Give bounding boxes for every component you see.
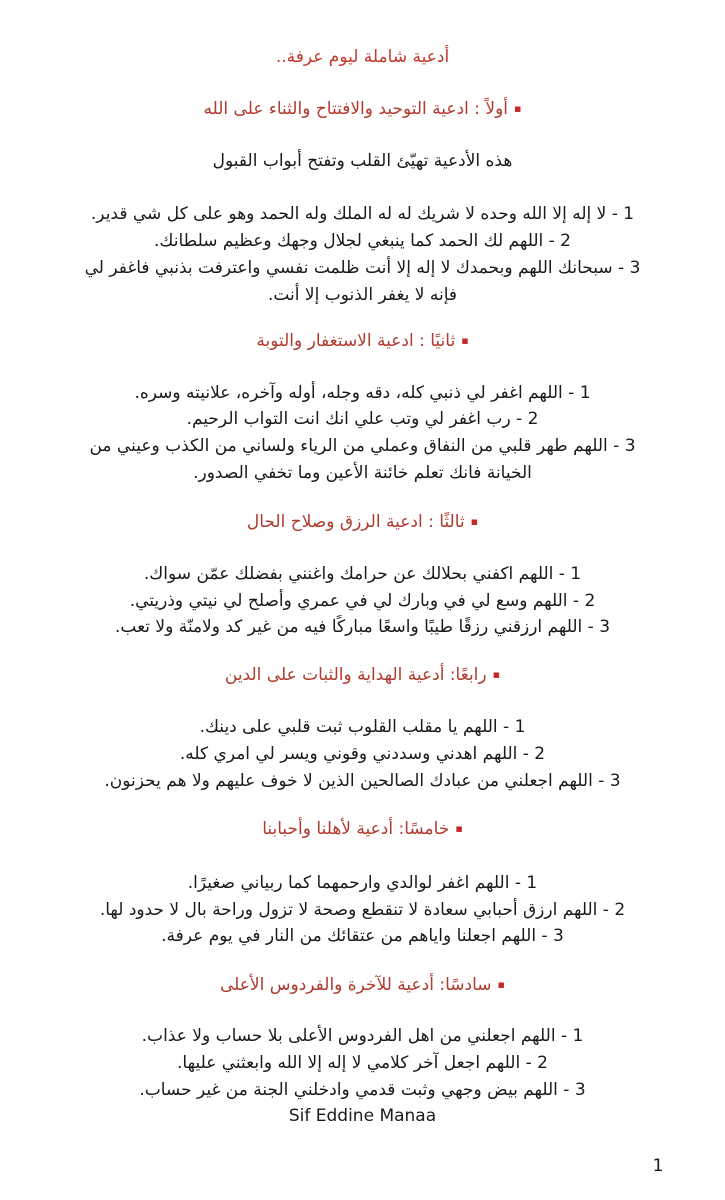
section-heading-text: ثانيًا : ادعية الاستغفار والتوبة	[256, 331, 456, 351]
section-heading	[0, 972, 725, 998]
prayer-line: 3 - اللهم اجعلني من عبادك الصالحين الذين لا خوف عليهم ولا هم يحزنون.	[104, 771, 621, 791]
prayer-line: 2 - اللهم وسع لي في وبارك لي في عمري وأصلح لي نيتي وذريتي.	[129, 591, 596, 611]
prayer-line: 2 - رب اغفر لي وتب علي انك انت التواب الرحيم.	[186, 409, 539, 429]
prayer-line: فإنه لا يغفر الذنوب إلا أنت.	[267, 285, 458, 305]
bullet-icon: ▪	[455, 822, 463, 835]
prayer-line: 2 - اللهم اهدني وسددني وقوني ويسر لي امري كله.	[179, 744, 546, 764]
prayer-line: 3 - اللهم اجعلنا واياهم من عتقائك من النار في يوم عرفة.	[161, 926, 564, 946]
prayer-line: 1 - لا إله إلا الله وحده لا شريك له له الملك وله الحمد وهو على كل شي قدير.	[90, 204, 635, 224]
section-heading	[0, 96, 725, 122]
bullet-icon: ▪	[461, 334, 469, 347]
prayer-line: 3 - سبحانك اللهم وبحمدك لا إله إلا أنت ظلمت نفسي واعترفت بذنبي فاغفر لي	[84, 258, 641, 278]
section-heading-text: ثالثًا : ادعية الرزق وصلاح الحال	[246, 512, 465, 532]
section-heading-text: رابعًا: أدعية الهداية والثبات على الدين	[224, 665, 487, 685]
bullet-icon: ▪	[497, 978, 505, 991]
bullet-icon: ▪	[514, 102, 522, 115]
section-heading	[0, 662, 725, 688]
prayer-line: 1 - اللهم يا مقلب القلوب ثبت قلبي على دينك.	[199, 717, 526, 737]
prayer-line: 2 - اللهم اجعل آخر كلامي لا إله إلا الله وابعثني عليها.	[177, 1053, 548, 1073]
section-heading-text: خامسًا: أدعية لأهلنا وأحبابنا	[262, 819, 450, 839]
prayer-line: 2 - اللهم لك الحمد كما ينبغي لجلال وجهك وعظيم سلطانك.	[153, 231, 571, 251]
section-heading	[0, 509, 725, 535]
bullet-icon: ▪	[470, 515, 479, 528]
prayer-line: 3 - اللهم بيض وجهي وثبت قدمي وادخلني الجنة من غير حساب.	[139, 1080, 586, 1100]
prayer-line: 3 - اللهم طهر قلبي من النفاق وعملي من الرياء ولساني من الكذب وعيني من	[89, 436, 636, 456]
document-title: أدعية شاملة ليوم عرفة..	[275, 47, 450, 67]
prayer-line: 2 - اللهم ارزق أحبابي سعادة لا تنقطع وصحة لا تزول وراحة بال لا حدود لها.	[99, 900, 626, 920]
author-signature: Sif Eddine Manaa	[288, 1106, 437, 1126]
section-heading-text: سادسًا: أدعية للآخرة والفردوس الأعلى	[219, 975, 492, 995]
bullet-icon: ▪	[492, 668, 501, 681]
page-number: 1	[652, 1156, 664, 1176]
prayer-line: 1 - اللهم اغفر لي ذنبي كله، دقه وجله، أوله وآخره، علانيته وسره.	[134, 383, 591, 403]
section-heading	[0, 328, 725, 354]
section-heading-text: أولاً : ادعية التوحيد والافتتاح والثناء على الله	[203, 99, 509, 119]
prayer-line: 1 - اللهم اغفر لوالدي وارحمهما كما ربياني صغيرًا.	[187, 873, 538, 893]
section-intro: هذه الأدعية تهيّئ القلب وتفتح أبواب القبول	[212, 151, 513, 171]
prayer-line: 1 - اللهم اجعلني من اهل الفردوس الأعلى بلا حساب ولا عذاب.	[141, 1026, 584, 1046]
prayer-line: 3 - اللهم ارزقني رزقًا طيبًا واسعًا مباركًا فيه من غير كد ولامنّة ولا تعب.	[114, 617, 611, 637]
prayer-line: الخيانة فانك تعلم خائنة الأعين وما تخفي الصدور.	[193, 463, 532, 483]
section-heading	[0, 816, 725, 842]
prayer-line: 1 - اللهم اكفني بحلالك عن حرامك واغنني بفضلك عمّن سواك.	[143, 564, 582, 584]
